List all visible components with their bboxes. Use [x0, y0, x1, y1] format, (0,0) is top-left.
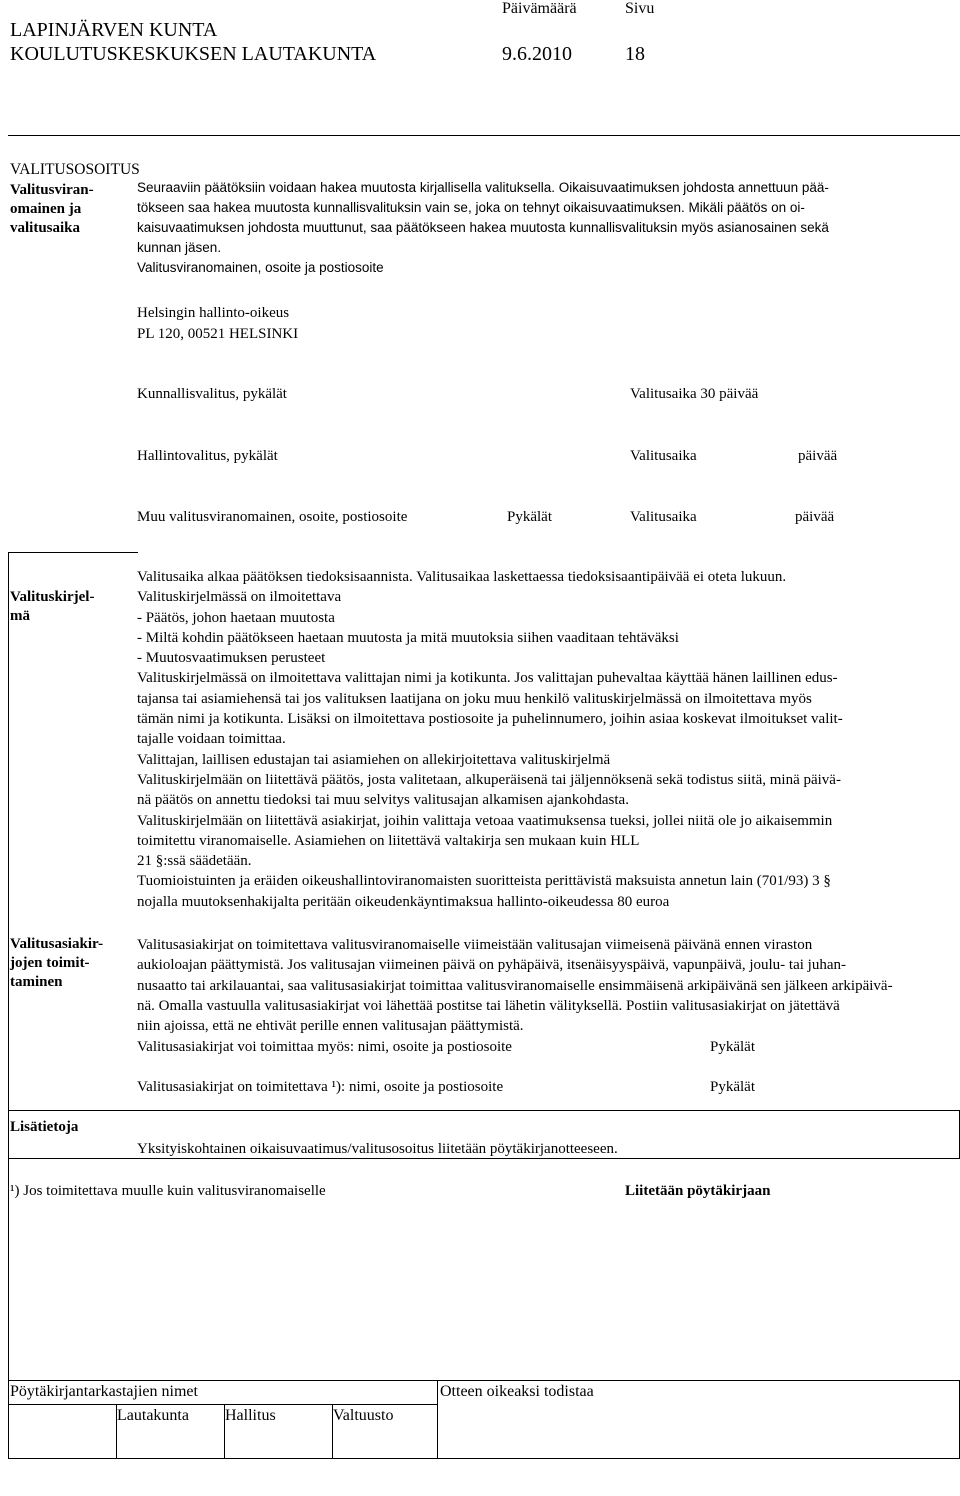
additional-info-text: Yksityiskohtainen oikaisuvaatimus/valitusosoitus liitetään pöytäkirjanotteeseen. — [137, 1141, 618, 1157]
date-label: Päivämäärä — [502, 0, 577, 17]
section-label-additional-info: Lisätietoja — [10, 1119, 79, 1135]
document-date: 9.6.2010 — [502, 43, 572, 65]
delivery-text: Valitusasiakirjat on toimitettava valitusviranomaiselle viimeistään valitusajan viimeisenä päivänä ennen viraston aukioloajan päättymistä. Jos valitusajan viimeinen päivä on pyhäpäivä, itsenäisyyspäivä, vapunpäivä, joulu- tai juhan- nusaatto tai arkilauantai, saa valitusasiakirjat toimittaa valitusviranomaiselle ensimmäisenä arkipäivänä sen jälkeen arkipäivä- nä. Omalla vastuulla valitusasiakirjat voi lähettää postitse tai lähetin välityksellä. Postiin valitusasiakirjat on jätettävä niin ajoissa, että ne ehtivät perille ennen valitusajan päättymistä. — [137, 937, 893, 1035]
bottom-box-bottom — [8, 1458, 960, 1459]
section-label-appeal-authority: Valitusviran- omainen ja valitusaika — [10, 182, 94, 236]
section-label-delivery: Valitusasiakir- jojen toimit- taminen — [10, 936, 104, 990]
left-margin-rule — [8, 552, 9, 1458]
document-title: VALITUSOSOITUS — [10, 161, 140, 178]
minutes-checkers-label: Pöytäkirjantarkastajien nimet — [10, 1383, 198, 1400]
municipal-appeal-time: Valitusaika 30 päivää — [630, 386, 759, 402]
bodies-rule-2 — [224, 1404, 225, 1458]
admin-appeal-days: päivää — [798, 448, 838, 464]
bottom-box-top — [8, 1380, 960, 1381]
admin-appeal-time: Valitusaika — [630, 448, 697, 464]
section-divider — [8, 552, 138, 553]
appeal-intro-text: Seuraaviin päätöksiin voidaan hakea muutosta kirjallisella valituksella. Oikaisuvaatimuksen johdosta annettuun pää- tökseen saa hakea muutosta kunnallisvalituksin vain se, joka on tehnyt oikaisuvaatimuksen. Mikäli päätös on oi- kaisuvaatimuksen johdosta muuttunut, saa päätökseen hakea muutosta kunnallisvalituksin myös asianosainen sekä kunnan jäsen. Valitusviranomainen, osoite ja postiosoite — [137, 178, 829, 278]
authority-heading: Valitusviranomainen, osoite ja postiosoite — [137, 260, 384, 275]
page-label: Sivu — [625, 0, 655, 17]
board-name: KOULUTUSKESKUKSEN LAUTAKUNTA — [10, 43, 377, 65]
other-authority-type: Muu valitusviranomainen, osoite, postiosoite — [137, 509, 408, 525]
bottom-box-divider — [437, 1380, 438, 1458]
bodies-rule-1 — [116, 1404, 117, 1458]
municipal-appeal-type: Kunnallisvalitus, pykälät — [137, 386, 287, 402]
info-bottom-rule — [8, 1158, 960, 1159]
municipality-name: LAPINJÄRVEN KUNTA — [10, 19, 218, 41]
body-hallitus: Hallitus — [225, 1407, 276, 1424]
delivery-option-2-sections: Pykälät — [710, 1079, 755, 1095]
other-authority-time: Valitusaika — [630, 509, 697, 525]
bodies-top-rule — [8, 1404, 438, 1405]
admin-appeal-type: Hallintovalitus, pykälät — [137, 448, 278, 464]
other-authority-sections: Pykälät — [507, 509, 552, 525]
delivery-option-1-sections: Pykälät — [710, 1039, 755, 1055]
delivery-option-1: Valitusasiakirjat voi toimittaa myös: nimi, osoite ja postiosoite — [137, 1039, 512, 1055]
appeal-letter-text: Valitusaika alkaa päätöksen tiedoksisaannista. Valitusaikaa laskettaessa tiedoksisaantipäivää ei oteta lukuun. Valituskirjelmässä on ilmoitettava - Päätös, johon haetaan muutosta - Miltä kohdin päätökseen haetaan muutosta ja mitä muutoksia siihen vaaditaan tehtäväksi - Muutosvaatimuksen perusteet Valituskirjelmässä on ilmoitettava valittajan nimi ja kotikunta. Jos valittajan puhevaltaa käyttää hänen laillinen edus- tajansa tai asiamiehensä tai jos valituksen laatijana on joku muu henkilö valituskirjelmässä on ilmoitettava myös tämän nimi ja kotikunta. Lisäksi on ilmoitettava postiosoite ja puhelinnumero, joihin asiaa koskevat ilmoitukset valit- tajalle voidaan toimittaa. Valittajan, laillisen edustajan tai asiamiehen on allekirjoitettava valituskirjelmä Valituskirjelmään on liitettävä päätös, josta valitetaan, alkuperäisenä tai jäljennöksenä sekä todistus siitä, minä päivä- nä päätös on annettu tiedoksi tai muu selvitys valitusajan alkamisen ajankohdasta. Valituskirjelmään on liitettävä asiakirjat, joihin valittaja vetoaa vaatimuksensa tueksi, jollei niitä ole jo aikaisemmin toimitettu viranomaiselle. Asiamiehen on liitettävä valtakirja sen mukaan kuin HLL 21 §:ssä säädetään. Tuomioistuinten ja eräiden oikeushallintoviranomaisten suoritteista perittävistä maksuista annetun lain (701/93) 3 § nojalla muutoksenhakijalta peritään oikeudenkäyntimaksua hallinto-oikeudessa 80 euroa — [137, 569, 843, 910]
bodies-rule-3 — [332, 1404, 333, 1458]
section-label-appeal-letter: Valituskirjel- mä — [10, 589, 95, 624]
authority-name: Helsingin hallinto-oikeus — [137, 305, 290, 321]
header-divider — [8, 135, 960, 136]
attach-to-minutes: Liitetään pöytäkirjaan — [625, 1183, 771, 1199]
info-top-rule — [8, 1110, 960, 1111]
authority-address: PL 120, 00521 HELSINKI — [137, 326, 299, 342]
other-authority-days: päivää — [795, 509, 835, 525]
footnote: ¹) Jos toimitettava muulle kuin valitusviranomaiselle — [10, 1183, 326, 1199]
certify-copy-label: Otteen oikeaksi todistaa — [440, 1383, 594, 1400]
body-valtuusto: Valtuusto — [333, 1407, 394, 1424]
body-lautakunta: Lautakunta — [117, 1407, 189, 1424]
page-number: 18 — [625, 43, 645, 65]
delivery-option-2: Valitusasiakirjat on toimitettava ¹): nimi, osoite ja postiosoite — [137, 1079, 504, 1095]
